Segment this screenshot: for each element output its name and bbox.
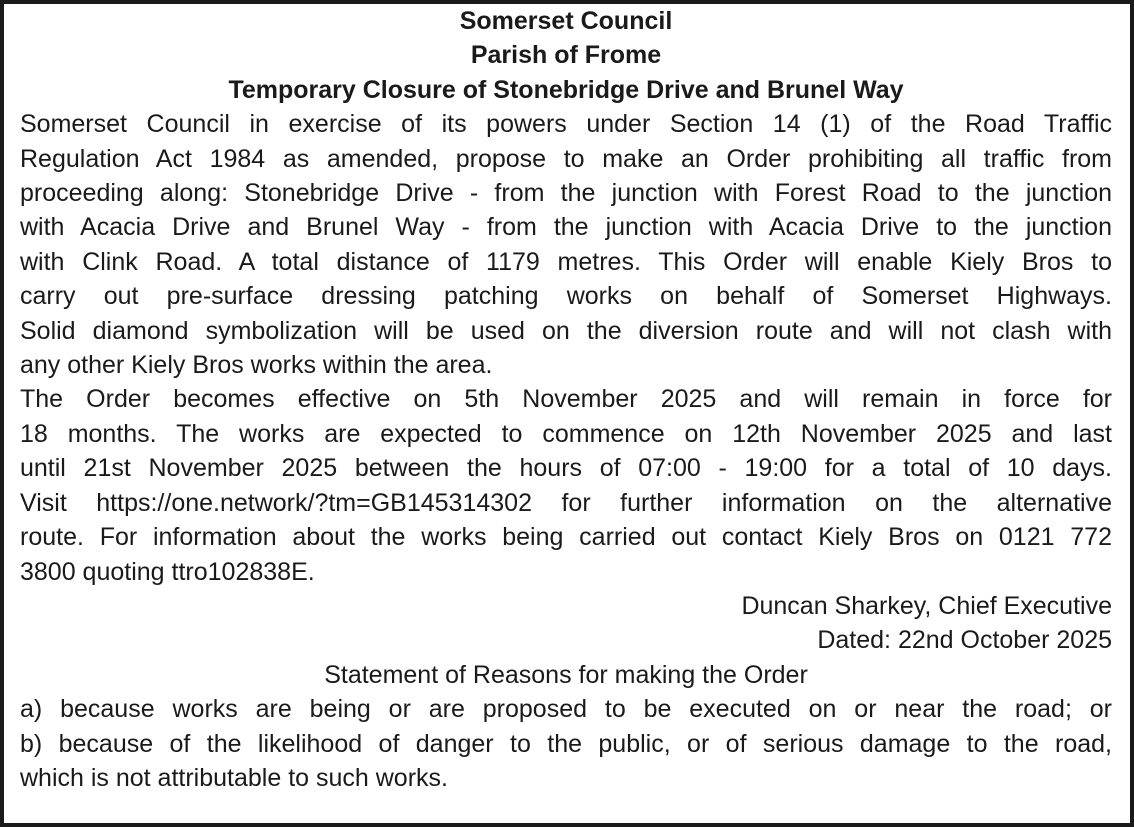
paragraph-order-dates	[20, 382, 1112, 588]
reasons-heading: Statement of Reasons for making the Order	[324, 660, 808, 689]
signatory: Duncan Sharkey, Chief Executive	[741, 591, 1112, 620]
text-line: with Acacia Drive and Brunel Way - from the junction with Acacia Drive to the junction	[20, 213, 1112, 242]
paragraph-order-proposal	[20, 107, 1112, 382]
text-line: 3800 quoting ttro102838E.	[20, 557, 315, 586]
text-line: Solid diamond symbolization will be used on the diversion route and will not clash with	[20, 316, 1112, 345]
council-name: Somerset Council	[459, 7, 673, 35]
parish-name: Parish of Frome	[470, 41, 662, 70]
text-line: Somerset Council in exercise of its powers under Section 14 (1) of the Road Traffic	[20, 110, 1112, 139]
text-line: The Order becomes effective on 5th November 2025 and will remain in force for	[20, 385, 1112, 414]
date-line: Dated: 22nd October 2025	[817, 626, 1112, 655]
text-line: with Clink Road. A total distance of 1179 metres. This Order will enable Kiely Bros to	[20, 247, 1112, 276]
text-line: Visit https://one.network/?tm=GB145314302 for further information on the alternative	[20, 488, 1112, 517]
reasons-list	[20, 692, 1112, 795]
reason-line: b) because of the likelihood of danger to the public, or of serious damage to the road,	[20, 729, 1112, 758]
text-line: until 21st November 2025 between the hours of 07:00 - 19:00 for a total of 10 days.	[20, 454, 1112, 483]
reason-line: which is not attributable to such works.	[20, 763, 448, 792]
reason-line: a) because works are being or are proposed to be executed on or near the road; or	[20, 695, 1112, 724]
text-line: any other Kiely Bros works within the area.	[20, 351, 493, 380]
text-line: proceeding along: Stonebridge Drive - from the junction with Forest Road to the junction	[20, 179, 1112, 208]
text-line: route. For information about the works being carried out contact Kiely Bros on 0121 772	[20, 523, 1112, 552]
text-line: carry out pre-surface dressing patching works on behalf of Somerset Highways.	[20, 282, 1112, 311]
text-line: 18 months. The works are expected to commence on 12th November 2025 and last	[20, 419, 1112, 448]
text-line: Regulation Act 1984 as amended, propose to make an Order prohibiting all traffic from	[20, 144, 1112, 173]
notice-title: Temporary Closure of Stonebridge Drive and Brunel Way	[228, 75, 904, 104]
